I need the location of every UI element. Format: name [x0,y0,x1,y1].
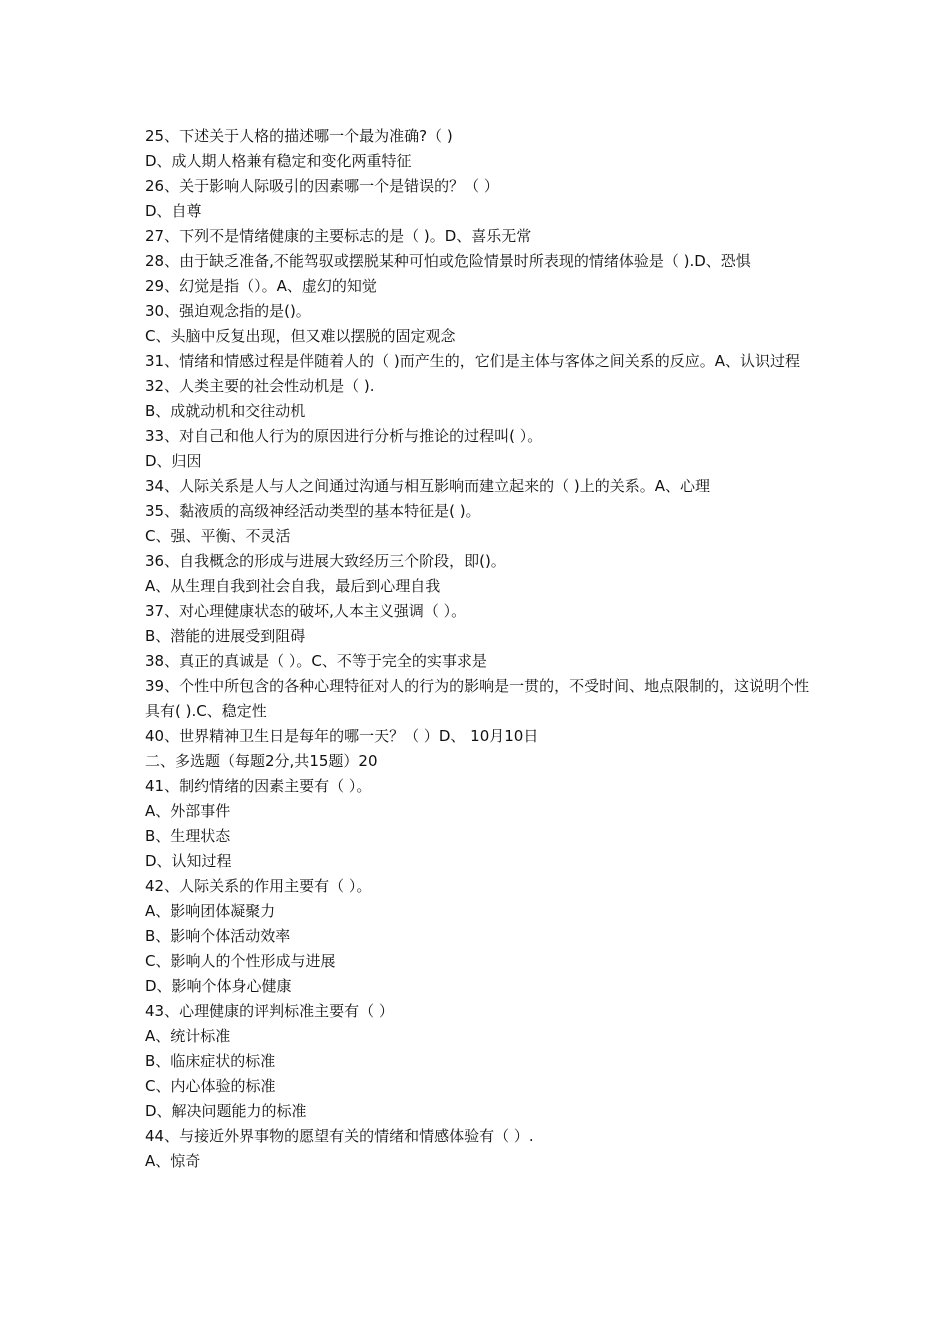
question-26: 26、关于影响人际吸引的因素哪一个是错误的？（ ） [145,177,499,195]
answer-36: A、从生理自我到社会自我，最后到心理自我 [145,577,441,595]
question-32: 32、人类主要的社会性动机是（ ). [145,377,375,395]
answer-43-d: D、解决问题能力的标准 [145,1102,307,1120]
question-31: 31、情绪和情感过程是伴随着人的（ )而产生的，它们是主体与客体之间关系的反应。A、认识过程 [145,352,800,370]
answer-42-d: D、影响个体身心健康 [145,977,292,995]
question-25: 25、下述关于人格的描述哪一个最为准确?（ ) [145,127,453,145]
answer-37: B、潜能的进展受到阻碍 [145,627,306,645]
answer-44-a: A、惊奇 [145,1152,201,1170]
answer-42-a: A、影响团体凝聚力 [145,902,276,920]
answer-42-c: C、影响人的个性形成与进展 [145,952,336,970]
document-body [145,124,813,1174]
answer-43-b: B、临床症状的标准 [145,1052,276,1070]
question-44: 44、与接近外界事物的愿望有关的情绪和情感体验有（ ）. [145,1127,534,1145]
question-43: 43、心理健康的评判标准主要有（ ） [145,1002,394,1020]
answer-43-a: A、统计标准 [145,1027,231,1045]
question-42: 42、人际关系的作用主要有（ ）。 [145,877,372,895]
question-39: 39、个性中所包含的各种心理特征对人的行为的影响是一贯的，不受时间、地点限制的，这说明个性具有( ).C、稳定性 [145,677,810,720]
answer-30: C、头脑中反复出现，但又难以摆脱的固定观念 [145,327,456,345]
question-27: 27、下列不是情绪健康的主要标志的是（ )。D、喜乐无常 [145,227,532,245]
answer-41-b: B、生理状态 [145,827,231,845]
answer-33: D、归因 [145,452,202,470]
answer-25: D、成人期人格兼有稳定和变化两重特征 [145,152,412,170]
question-36: 36、自我概念的形成与进展大致经历三个阶段，即()。 [145,552,506,570]
question-34: 34、人际关系是人与人之间通过沟通与相互影响而建立起来的（ )上的关系。A、心理 [145,477,710,495]
question-29: 29、幻觉是指（）。A、虚幻的知觉 [145,277,377,295]
question-30: 30、强迫观念指的是()。 [145,302,311,320]
question-38: 38、真正的真诚是（ ）。C、不等于完全的实事求是 [145,652,487,670]
question-35: 35、黏液质的高级神经活动类型的基本特征是( )。 [145,502,481,520]
answer-41-a: A、外部事件 [145,802,231,820]
answer-41-d: D、认知过程 [145,852,232,870]
question-40: 40、世界精神卫生日是每年的哪一天？（ ）D、 10月10日 [145,727,539,745]
question-37: 37、对心理健康状态的破坏,人本主义强调（ ）。 [145,602,467,620]
answer-26: D、自尊 [145,202,202,220]
question-28: 28、由于缺乏准备,不能驾驭或摆脱某种可怕或危险情景时所表现的情绪体验是（ ).D、恐惧 [145,252,751,270]
answer-32: B、成就动机和交往动机 [145,402,306,420]
answer-42-b: B、影响个体活动效率 [145,927,291,945]
question-33: 33、对自己和他人行为的原因进行分析与推论的过程叫( ）。 [145,427,543,445]
answer-43-c: C、内心体验的标准 [145,1077,276,1095]
answer-35: C、强、平衡、不灵活 [145,527,291,545]
question-41: 41、制约情绪的因素主要有（ ）。 [145,777,372,795]
section-heading-multiple-choice: 二、多选题（每题2分,共15题）20 [145,752,378,770]
